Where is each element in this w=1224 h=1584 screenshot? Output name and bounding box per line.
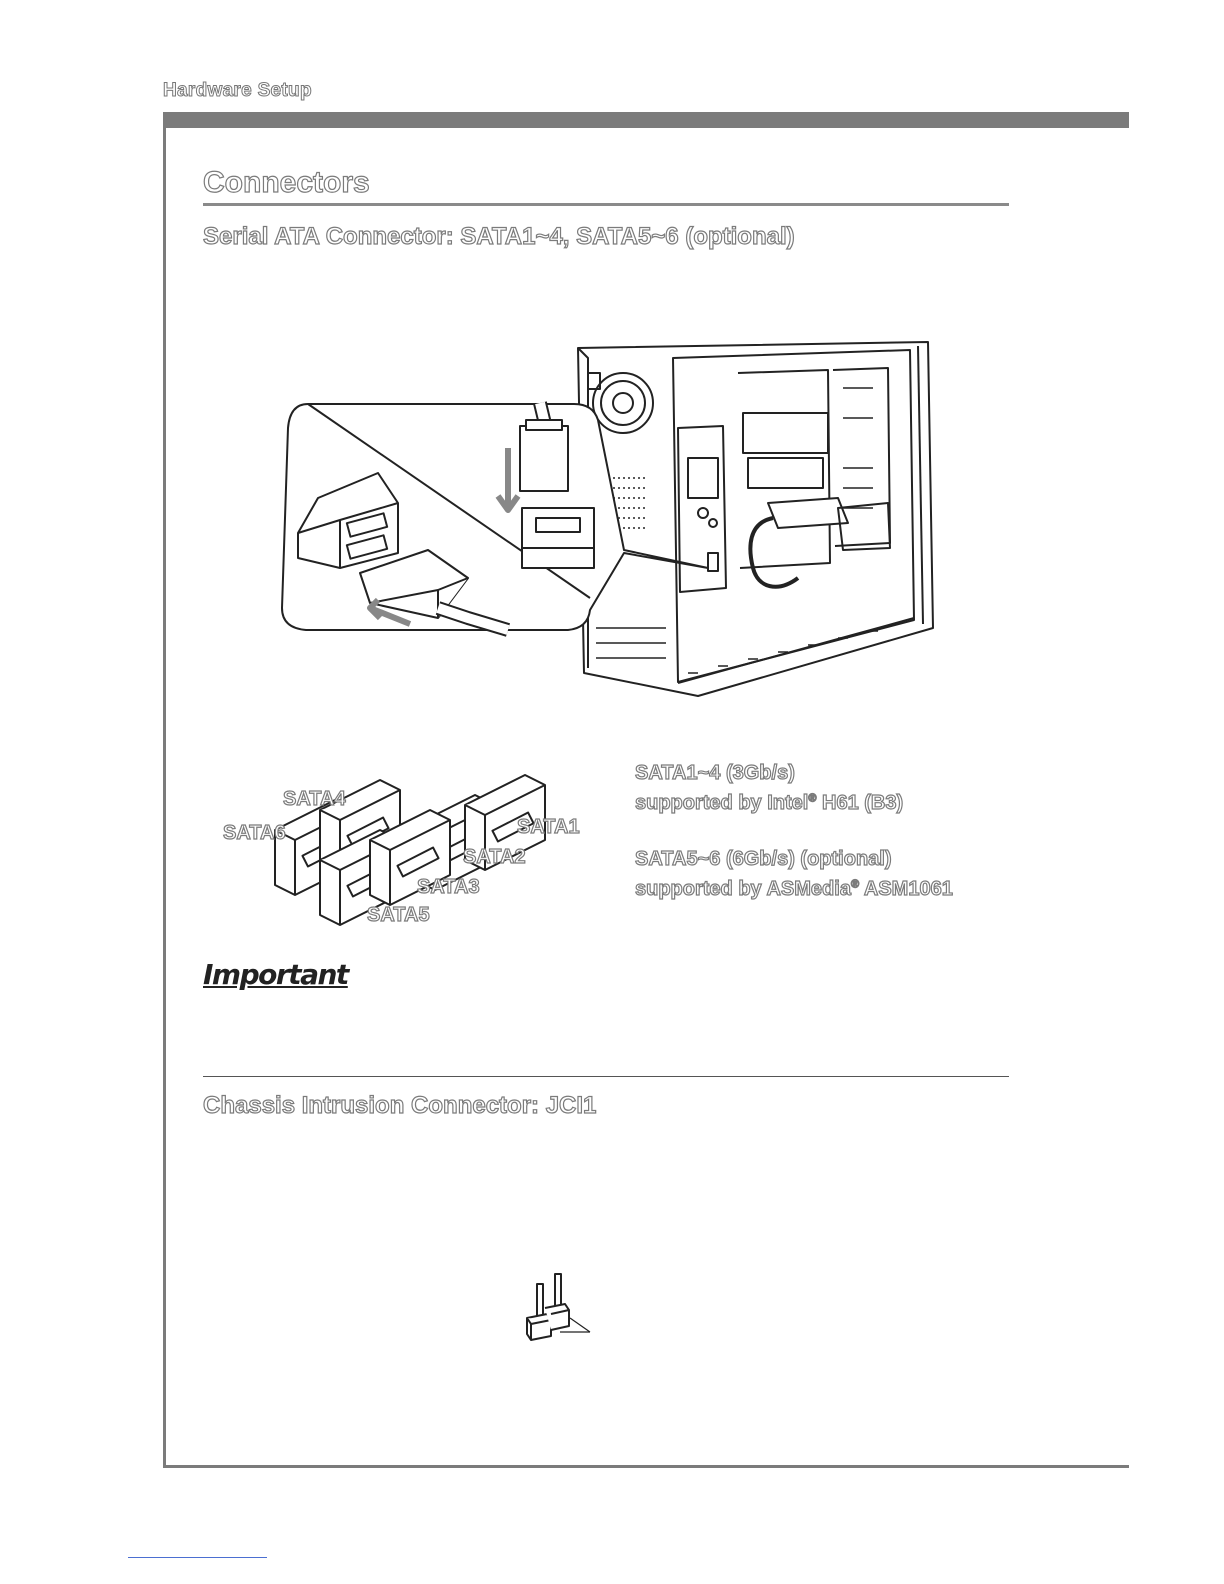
label-sata6: SATA6 [223, 822, 286, 844]
page-title: Connectors [203, 166, 370, 199]
footer-link-underline [128, 1557, 267, 1558]
left-border [163, 112, 166, 1468]
sata-installation-illustration [278, 328, 938, 703]
header-bar [163, 112, 1129, 128]
spec-sata5-6-rate: SATA5~6 (6Gb/s) (optional) [635, 848, 892, 870]
running-header: Hardware Setup [163, 80, 312, 101]
label-sata4: SATA4 [283, 788, 346, 810]
label-sata1: SATA1 [517, 816, 580, 838]
spec-sata5-6-chipset: supported by ASMedia® ASM1061 [635, 878, 953, 900]
jci1-header-diagram [520, 1270, 600, 1350]
spec-sata1-4-rate: SATA1~4 (3Gb/s) [635, 762, 795, 784]
jci-heading: Chassis Intrusion Connector: JCI1 [203, 1092, 597, 1119]
title-divider [203, 203, 1009, 206]
label-sata2: SATA2 [463, 846, 526, 868]
bottom-border [163, 1465, 1129, 1468]
sata-heading: Serial ATA Connector: SATA1~4, SATA5~6 (optional) [203, 223, 795, 250]
label-sata5: SATA5 [367, 904, 430, 926]
spec-sata1-4-chipset: supported by Intel® H61 (B3) [635, 792, 904, 814]
important-label: Important [203, 958, 348, 991]
section-divider [203, 1076, 1009, 1077]
label-sata3: SATA3 [417, 876, 480, 898]
